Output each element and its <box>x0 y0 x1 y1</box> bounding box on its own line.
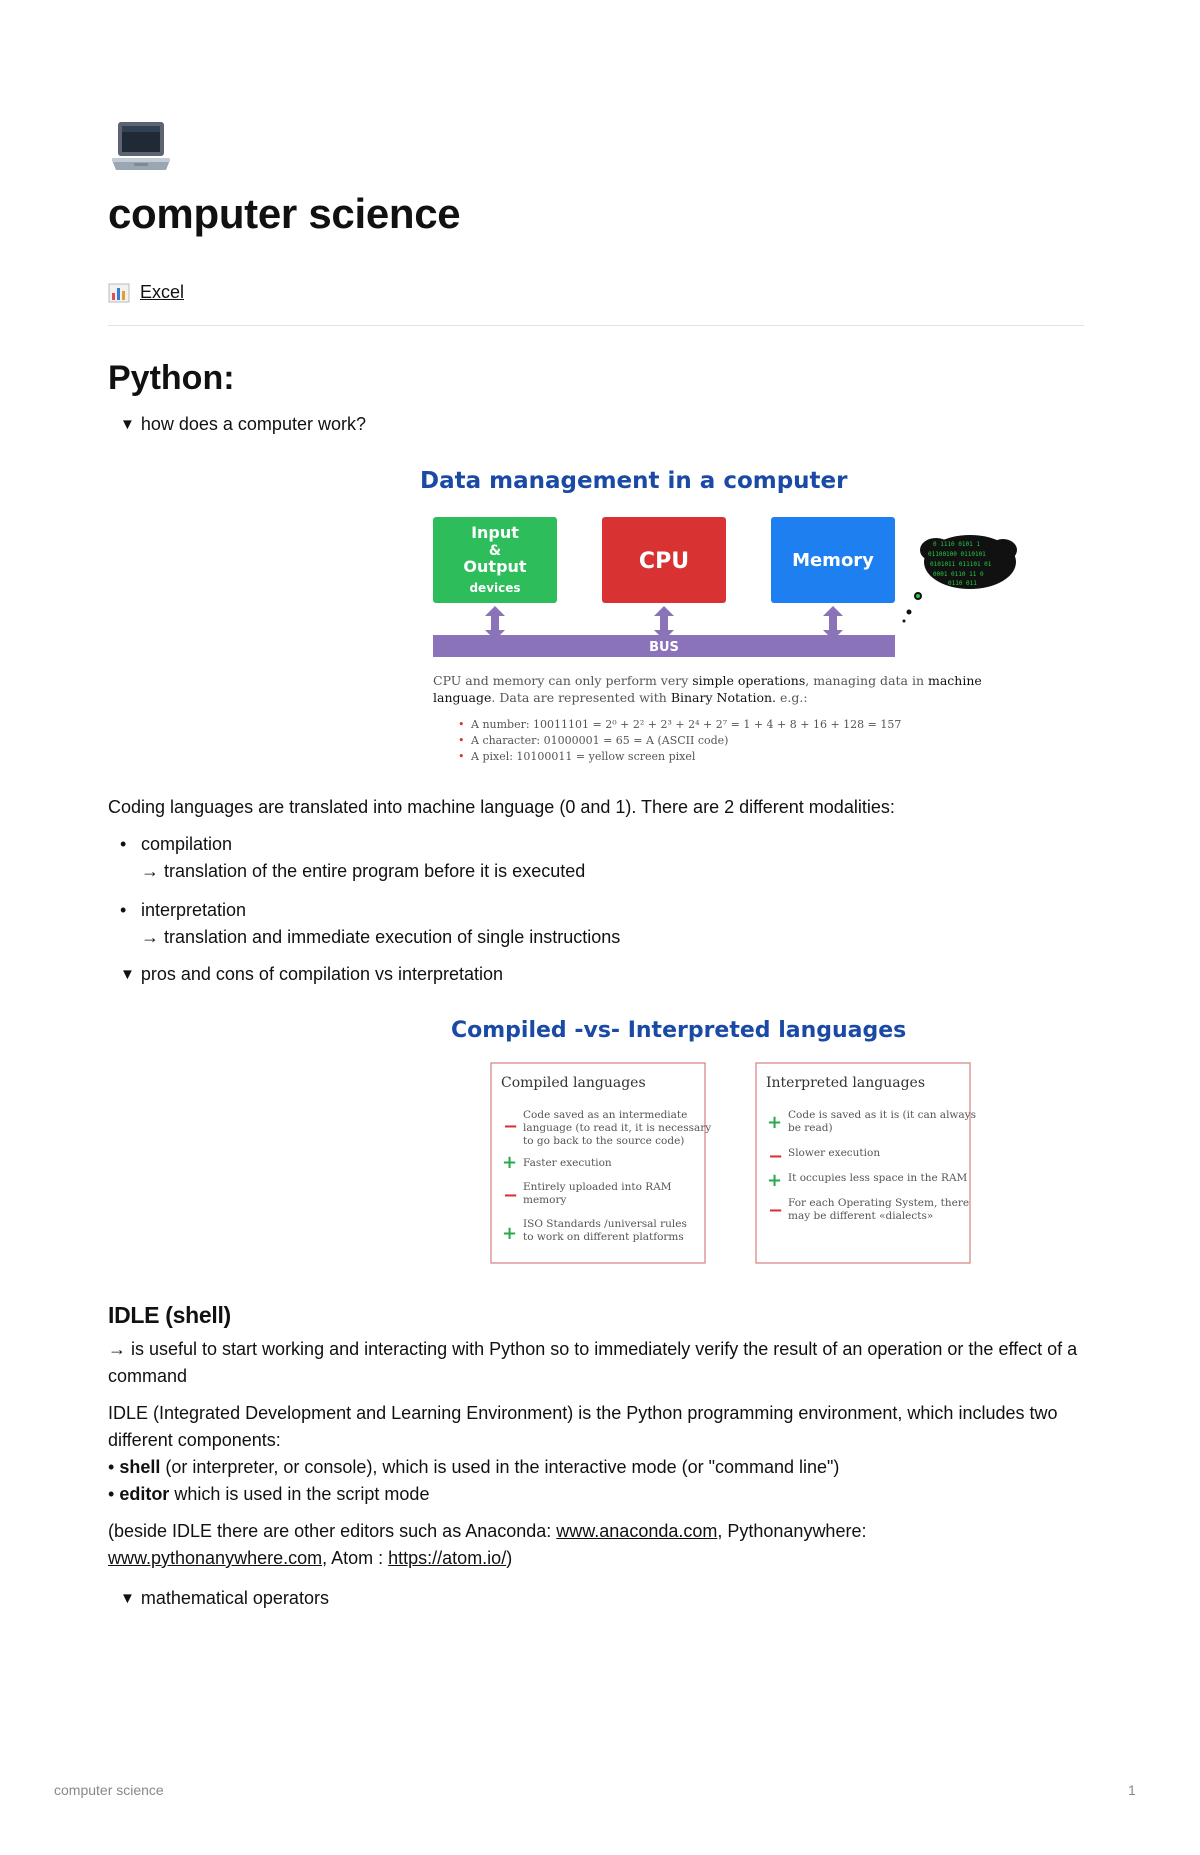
list-item-desc: → translation of the entire program before it is executed <box>141 861 586 881</box>
editor-line: • editor which is used in the script mode <box>108 1484 430 1504</box>
plus-sign: + <box>502 1152 518 1173</box>
interpreted-heading: Interpreted languages <box>766 1075 926 1091</box>
list-item-desc: → translation and immediate execution of single instructions <box>141 927 621 947</box>
figure-title: Compiled -vs- Interpreted languages <box>451 1018 907 1043</box>
page-title: computer science <box>108 190 461 237</box>
svg-text:0 1110 0101 1: 0 1110 0101 1 <box>933 541 980 548</box>
minus-sign: − <box>503 1185 519 1206</box>
svg-text:0101011 011101 01: 0101011 011101 01 <box>930 561 992 568</box>
bullet-dot: • <box>120 834 127 854</box>
interpreted-item-text: Code is saved as it is (it can always <box>788 1109 976 1121</box>
text-line: (beside IDLE there are other editors such as Anaconda: www.anaconda.com, Pythonanywhere: <box>108 1521 867 1541</box>
plus-sign: + <box>767 1170 783 1191</box>
interpreted-item-text: may be different «dialects» <box>788 1210 934 1222</box>
interpreted-item-text: For each Operating System, there <box>788 1197 970 1209</box>
interpreted-box <box>756 1063 970 1263</box>
compiled-item-text: Entirely uploaded into RAM <box>523 1181 672 1193</box>
example-pixel: A pixel: 10100011 = yellow screen pixel <box>471 750 696 763</box>
editor-term: editor <box>119 1484 170 1504</box>
section-heading-idle: IDLE (shell) <box>108 1302 231 1328</box>
intro-paragraph: Coding languages are translated into machine language (0 and 1). There are 2 different modalities: <box>108 797 895 817</box>
shell-term: shell <box>119 1457 161 1477</box>
figure-description-line1: CPU and memory can only perform very simple operations, managing data in machine <box>433 673 982 688</box>
toggle-how-computer-works[interactable] <box>120 414 366 435</box>
example-bullet: • <box>458 750 465 763</box>
compiled-item-text: to go back to the source code) <box>523 1135 685 1147</box>
figure-description-line2: language. Data are represented with Binary Notation. e.g.: <box>433 690 808 705</box>
io-label-1: Input <box>471 523 519 542</box>
idle-paragraph-3 <box>108 1518 1084 1572</box>
figure-title: Data management in a computer <box>420 468 848 494</box>
example-bullet: • <box>458 734 465 747</box>
bullet-dot: • <box>120 900 127 920</box>
pythonanywhere-link[interactable]: www.pythonanywhere.com <box>108 1548 323 1568</box>
toggle-math-operators[interactable] <box>120 1588 329 1609</box>
plus-sign: + <box>502 1223 518 1244</box>
svg-text:0001 0110 11 0: 0001 0110 11 0 <box>933 571 984 578</box>
bus-label: BUS <box>649 640 679 655</box>
bar-chart-icon <box>108 283 130 303</box>
compiled-heading: Compiled languages <box>501 1075 646 1091</box>
plus-sign: + <box>767 1112 783 1133</box>
binary-thought-bubble-icon <box>903 535 1018 623</box>
toggle-pros-cons[interactable] <box>120 964 503 985</box>
list-item-title: compilation <box>141 834 233 854</box>
text-line: different components: <box>108 1430 281 1450</box>
svg-text:0110 011: 0110 011 <box>948 580 977 587</box>
compiled-vs-interpreted-figure <box>343 1005 993 1270</box>
toggle-label: how does a computer work? <box>140 414 366 434</box>
toggle-label: mathematical operators <box>140 1588 329 1608</box>
compiled-item-text: to work on different platforms <box>523 1231 684 1243</box>
data-management-figure <box>308 460 1028 770</box>
excel-page-link[interactable] <box>108 282 184 303</box>
minus-sign: − <box>503 1116 519 1137</box>
compiled-item-text: Faster execution <box>523 1157 612 1169</box>
minus-sign: − <box>768 1146 784 1167</box>
interpreted-item-text: be read) <box>788 1122 833 1134</box>
io-label-2: & <box>488 543 502 559</box>
interpreted-item-text: Slower execution <box>788 1147 881 1159</box>
section-heading-python: Python: <box>108 359 235 397</box>
toggle-label: pros and cons of compilation vs interpretation <box>140 964 504 984</box>
footer-page-number: 1 <box>1128 1782 1136 1798</box>
bus-arrows <box>485 606 843 640</box>
minus-sign: − <box>768 1200 784 1221</box>
atom-link[interactable]: https://atom.io/ <box>388 1548 507 1568</box>
idle-paragraph-2 <box>108 1400 1084 1508</box>
io-label-3: Output <box>463 557 527 576</box>
example-number: A number: 10011101 = 2⁰ + 2² + 2³ + 2⁴ + 2⁷ = 1 + 4 + 8 + 16 + 128 = 157 <box>471 718 902 731</box>
toggle-triangle-icon[interactable]: ▼ <box>120 1590 135 1607</box>
memory-label: Memory <box>792 550 874 571</box>
svg-text:01100100 0110101: 01100100 0110101 <box>928 551 986 558</box>
shell-line: • shell (or interpreter, or console), which is used in the interactive mode (or "command line") <box>108 1457 840 1477</box>
compiled-item-text: ISO Standards /universal rules <box>523 1218 687 1230</box>
anaconda-link[interactable]: www.anaconda.com <box>556 1521 718 1541</box>
text-line: IDLE (Integrated Development and Learning Environment) is the Python programming environment, which includes two <box>108 1403 1058 1423</box>
compiled-item-text: language (to read it, it is necessary <box>523 1122 712 1134</box>
example-character: A character: 01000001 = 65 = A (ASCII code) <box>471 734 729 747</box>
toggle-triangle-icon[interactable]: ▼ <box>120 966 135 983</box>
text-line: → is useful to start working and interacting with Python so to immediately verify the result of an operation or the effect of a <box>108 1339 1078 1359</box>
idle-paragraph-1 <box>108 1336 1084 1390</box>
laptop-icon <box>108 118 174 178</box>
divider <box>108 325 1084 326</box>
io-label-4: devices <box>469 581 521 595</box>
compiled-item-text: memory <box>523 1194 567 1206</box>
cpu-label: CPU <box>638 549 690 574</box>
compiled-item-text: Code saved as an intermediate <box>523 1109 688 1121</box>
list-item-title: interpretation <box>141 900 247 920</box>
text-line: www.pythonanywhere.com, Atom : https://atom.io/) <box>108 1548 513 1568</box>
example-bullet: • <box>458 718 465 731</box>
footer-title: computer science <box>54 1782 164 1798</box>
interpreted-item-text: It occupies less space in the RAM <box>788 1172 968 1184</box>
text-line: command <box>108 1366 188 1386</box>
toggle-triangle-icon[interactable]: ▼ <box>120 416 135 433</box>
excel-link-label[interactable]: Excel <box>140 282 185 302</box>
